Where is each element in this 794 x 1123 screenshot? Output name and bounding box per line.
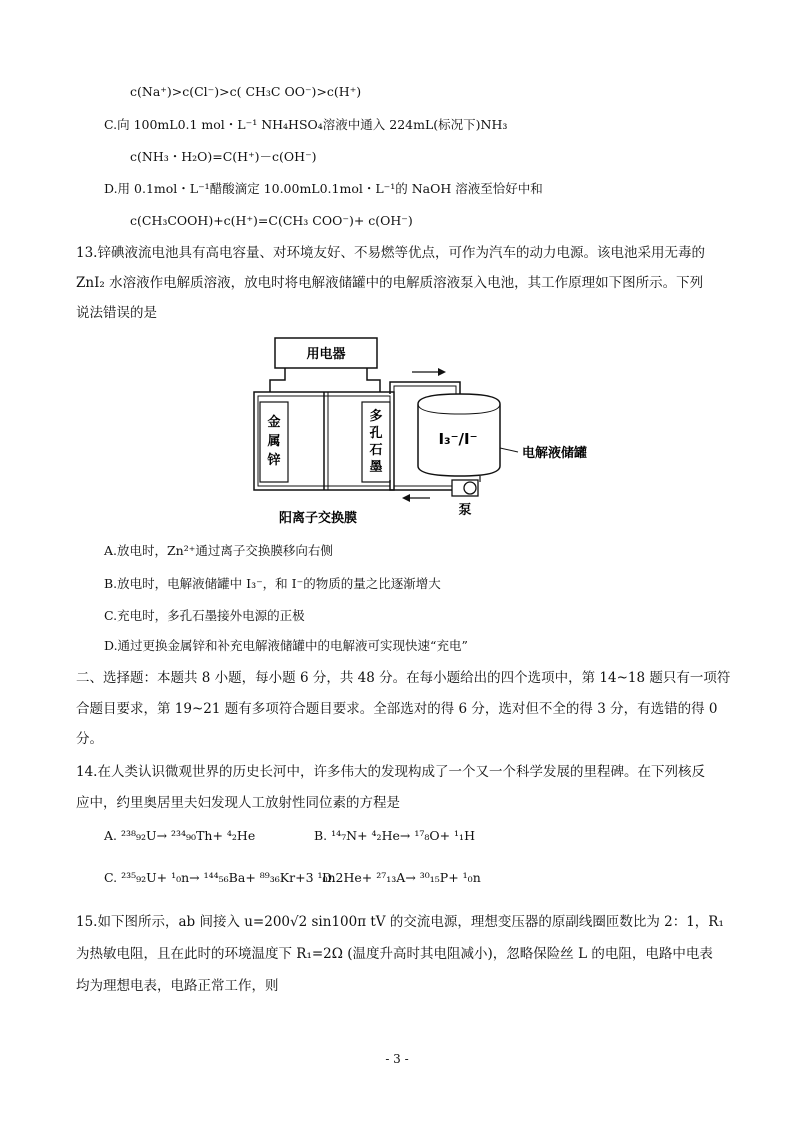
page-number: - 3 -	[385, 1052, 409, 1066]
line-4: D.用 0.1mol・L⁻¹醋酸滴定 10.00mL0.1mol・L⁻¹的 NaOH 溶液至恰好中和	[104, 181, 543, 196]
q14-stem-1: 14.在人类认识微观世界的历史长河中，许多伟大的发现构成了一个又一个科学发展的里程碑。在下列核反	[76, 764, 705, 780]
section2-line-3: 分。	[76, 731, 103, 747]
q15-stem-3: 均为理想电表，电路正常工作，则	[76, 978, 279, 994]
q14-option-a: A. ²³⁸₉₂U→ ²³⁴₉₀Th+ ⁴₂He	[104, 828, 256, 843]
graphite-char-3: 石	[369, 443, 383, 458]
graphite-char-1: 多	[369, 409, 383, 424]
q13-stem-2: ZnI₂ 水溶液作电解质溶液，放电时将电解液储罐中的电解质溶液泵入电池，其工作原理如下图所示。下列	[76, 275, 704, 291]
q14-stem-2: 应中，约里奥居里夫妇发现人工放射性同位素的方程是	[76, 795, 400, 811]
zinc-char-1: 金	[267, 415, 281, 430]
section2-line-2: 合题目要求，第 19~21 题有多项符合题目要求。全部选对的得 6 分，选对但不全的得 3 分，有选错的得 0	[76, 701, 718, 717]
q13-stem-3: 说法错误的是	[76, 305, 157, 321]
q14-option-c: C. ²³⁵₉₂U+ ¹₀n→ ¹⁴⁴₅₆Ba+ ⁸⁹₃₆Kr+3 ¹₀n	[104, 870, 336, 885]
line-1: c(Na⁺)>c(Cl⁻)>c( CH₃C OO⁻)>c(H⁺)	[130, 84, 362, 99]
graphite-char-2: 孔	[369, 426, 383, 441]
q14-option-b: B. ¹⁴₇N+ ⁴₂He→ ¹⁷₈O+ ¹₁H	[314, 828, 475, 843]
q13-option-d: D.通过更换金属锌和补充电解液储罐中的电解液可实现快速“充电”	[104, 638, 468, 653]
q13-option-b: B.放电时，电解液储罐中 I₃⁻，和 I⁻的物质的量之比逐渐增大	[104, 576, 441, 591]
pump-wheel	[464, 482, 476, 494]
graphite-char-4: 墨	[369, 460, 383, 475]
pipe-bottom-inner	[394, 480, 452, 486]
q13-option-a: A.放电时，Zn²⁺通过离子交换膜移向右侧	[104, 543, 333, 558]
flow-arrow-top-head	[438, 368, 446, 376]
membrane-label: 阳离子交换膜	[278, 511, 358, 526]
tank-content: I₃⁻/I⁻	[438, 430, 478, 448]
tank-leader	[500, 448, 518, 452]
appliance-label: 用电器	[306, 347, 346, 362]
pipe-bottom	[390, 480, 452, 490]
q15-stem-1: 15.如下图所示，ab 间接入 u=200√2 sin100π tV 的交流电源，理想变压器的原副线圈匝数比为 2：1，R₁	[76, 914, 724, 930]
line-3: c(NH₃・H₂O)=C(H⁺)－c(OH⁻)	[130, 149, 317, 164]
pump-label: 泵	[458, 503, 472, 518]
battery-diagram	[0, 330, 794, 540]
flow-arrow-bottom-head	[402, 494, 410, 502]
q14-option-d: D.2He+ ²⁷₁₃A→ ³⁰₁₅P+ ¹₀n	[322, 870, 481, 885]
section2-line-1: 二、选择题：本题共 8 小题，每小题 6 分，共 48 分。在每小题给出的四个选项中，第 14~18 题只有一项符	[76, 670, 731, 686]
line-2: C.向 100mL0.1 mol・L⁻¹ NH₄HSO₄溶液中通入 224mL(标况下)NH₃	[104, 117, 508, 132]
q13-stem-1: 13.锌碘液流电池具有高电容量、对环境友好、不易燃等优点，可作为汽车的动力电源。该电池采用无毒的	[76, 245, 705, 261]
zinc-char-3: 锌	[267, 453, 281, 468]
q15-stem-2: 为热敏电阻，且在此时的环境温度下 R₁=2Ω (温度升高时其电阻减小)，忽略保险丝 L 的电阻，电路中电表	[76, 946, 713, 962]
tank-label: 电解液储罐	[522, 446, 588, 461]
q13-option-c: C.充电时，多孔石墨接外电源的正极	[104, 608, 305, 623]
line-5: c(CH₃COOH)+c(H⁺)=C(CH₃ COO⁻)+ c(OH⁻)	[130, 213, 413, 228]
zinc-char-2: 属	[267, 434, 281, 449]
